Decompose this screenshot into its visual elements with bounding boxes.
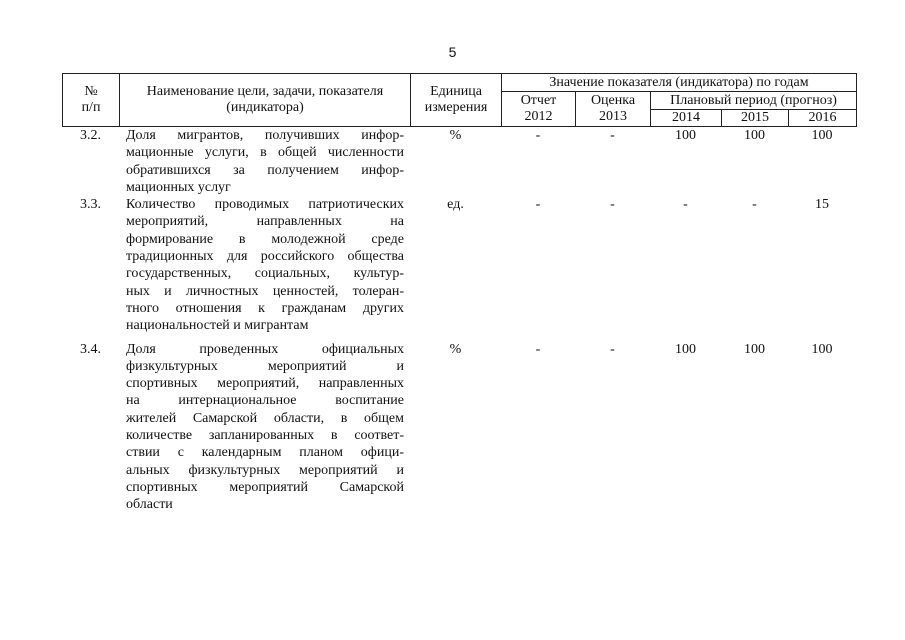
- table-header: [62, 73, 857, 127]
- row-name-line: количестве запланированных в соответ-: [126, 428, 404, 444]
- row-name-line: мационные услуги, в общей численности: [126, 145, 404, 161]
- row-value-2013: -: [610, 128, 615, 143]
- header-year-2015: 2015: [722, 110, 789, 127]
- row-unit: ед.: [447, 197, 464, 213]
- row-name-line: мационных услуг: [126, 179, 231, 195]
- header-year-2016: 2016: [789, 110, 857, 127]
- row-unit: %: [449, 341, 462, 357]
- row-value-2016: 100: [811, 341, 833, 357]
- row-name-line: мероприятий, направленных на: [126, 214, 404, 230]
- header-unit: Единица измерения: [411, 74, 502, 127]
- row-name-line: Доля мигрантов, получивших инфор-: [126, 128, 404, 143]
- row-name-line: жителей Самарской области, в общем: [126, 410, 404, 426]
- row-value-2015: 100: [744, 128, 765, 143]
- row-name-line: Доля проведенных официальных: [126, 341, 404, 357]
- row-number: 3.3.: [80, 197, 101, 213]
- page-number: 5: [448, 44, 457, 60]
- row-name-line: альных физкультурных мероприятий и: [126, 462, 404, 478]
- row-name: [119, 196, 410, 334]
- row-value-2015: -: [752, 197, 757, 213]
- row-value-2015: 100: [744, 341, 765, 357]
- header-name: Наименование цели, задачи, показателя (индикатора): [120, 74, 411, 127]
- header-year-2014: 2014: [651, 110, 722, 127]
- row-name-line: ствии с календарным планом офици-: [126, 445, 404, 461]
- row-name-line: Количество проводимых патриотических: [126, 197, 404, 213]
- row-value-2014: 100: [675, 341, 696, 357]
- row-name-line: тного отношения к гражданам других: [126, 300, 404, 316]
- row-value-2012: -: [535, 197, 541, 213]
- row-unit: %: [449, 128, 462, 143]
- row-name-line: государственных, социальных, культур-: [126, 266, 404, 282]
- row-number: 3.2.: [80, 128, 101, 143]
- row-name-line: национальностей и мигрантам: [126, 318, 309, 334]
- row-name-line: области: [126, 497, 173, 513]
- header-planned: Плановый период (прогноз): [651, 92, 857, 110]
- header-estimate: Оценка 2013: [576, 92, 651, 127]
- row-value-2013: -: [610, 197, 615, 213]
- header-report: Отчет 2012: [502, 92, 576, 127]
- row-value-2012: -: [535, 341, 541, 357]
- header-num: № п/п: [63, 74, 120, 127]
- row-name: [119, 127, 410, 196]
- row-name-line: традиционных для российского общества: [126, 249, 404, 265]
- row-name-line: формирование в молодежной среде: [126, 231, 404, 247]
- table-row: [62, 196, 856, 334]
- row-value-2014: -: [683, 197, 688, 213]
- row-number: 3.4.: [80, 341, 101, 357]
- row-name-line: спортивных мероприятий, направленных: [126, 376, 404, 392]
- table-row: [62, 127, 856, 196]
- row-name-line: спортивных мероприятий Самарской: [126, 479, 404, 495]
- row-name-line: физкультурных мероприятий и: [126, 358, 404, 374]
- row-value-2012: -: [535, 128, 541, 143]
- row-name-line: обратившихся за получением инфор-: [126, 162, 404, 178]
- row-value-2014: 100: [675, 128, 696, 143]
- row-value-2013: -: [610, 341, 615, 357]
- row-name-line: ных и личностных ценностей, толеран-: [126, 283, 404, 299]
- row-name: [119, 341, 410, 514]
- row-value-2016: 100: [811, 128, 833, 143]
- row-name-line: на интернациональное воспитание: [126, 393, 404, 409]
- table-row: [62, 341, 856, 514]
- table-body: [62, 127, 856, 514]
- header-values: Значение показателя (индикатора) по годам: [502, 74, 857, 92]
- row-value-2016: 15: [815, 197, 829, 213]
